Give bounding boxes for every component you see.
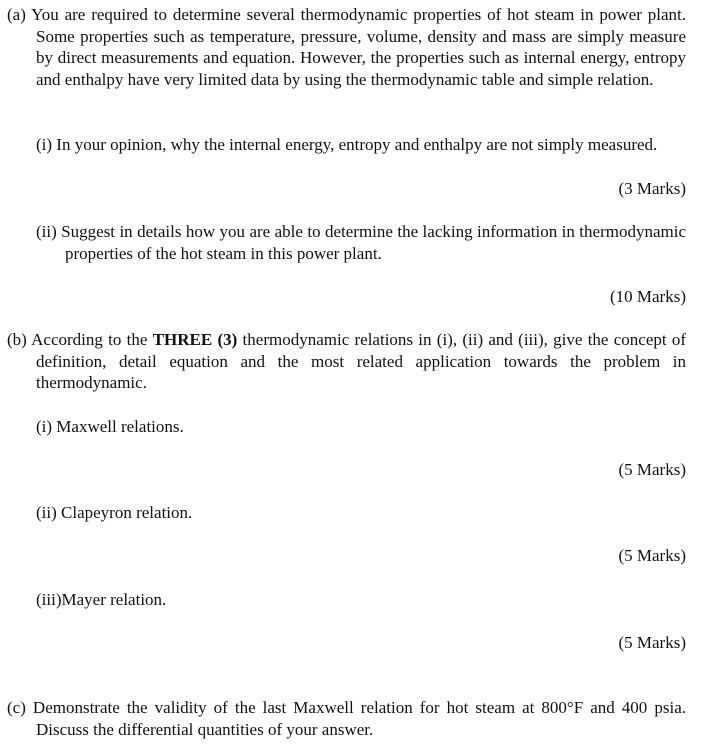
question-a-part-i-marks: (3 Marks) [618, 179, 686, 198]
question-b-part-iii [36, 589, 686, 611]
question-b-part-iii-marks: (5 Marks) [618, 633, 686, 652]
question-a-part-i-label: (i) [36, 135, 57, 154]
question-b-part-ii [36, 502, 686, 524]
question-b-part-ii-text: Clapeyron relation. [61, 503, 193, 522]
question-a-text: You are required to determine several thermodynamic properties of hot steam in power plant. Some properties such as temperature, pressure, volume, density and mass are simply measure by direct measurements and equation. However, the properties such as internal energy, entropy and enthalpy have very limited data by using the thermodynamic table and simple relation. [31, 5, 686, 89]
question-a-part-ii-label: (ii) [36, 222, 62, 241]
question-b-part-ii-label: (ii) [36, 503, 62, 522]
question-b-emphasis: THREE (3) [152, 330, 238, 349]
question-b-label: (b) [7, 330, 32, 349]
question-b [7, 329, 686, 394]
question-a-part-ii-marks: (10 Marks) [609, 287, 686, 306]
question-a-part-i-text: In your opinion, why the internal energy, entropy and enthalpy are not simply measured. [56, 135, 658, 154]
question-b-part-iii-text: Mayer relation. [61, 590, 167, 609]
question-b-part-ii-marks: (5 Marks) [618, 546, 686, 565]
question-a-part-i [36, 134, 686, 156]
question-c-label: (c) [7, 698, 33, 717]
question-a-part-ii [36, 221, 686, 264]
question-a-label: (a) [7, 5, 32, 24]
question-b-part-i-marks: (5 Marks) [618, 460, 686, 479]
question-b-part-iii-label: (iii) [36, 590, 62, 609]
question-b-text-before: According to the [31, 330, 153, 349]
question-c [7, 697, 686, 740]
question-a [7, 4, 686, 90]
question-b-text-after: thermodynamic relations in (i), (ii) and (iii), give the concept of definition, detail equation and the most related application towards the problem in thermodynamic. [36, 330, 687, 392]
question-c-text: Demonstrate the validity of the last Maxwell relation for hot steam at 800°F and 400 psia. Discuss the differential quantities of your answer. [32, 698, 686, 739]
question-b-part-i [36, 416, 686, 438]
question-b-part-i-text: Maxwell relations. [56, 417, 184, 436]
question-b-part-i-label: (i) [36, 417, 57, 436]
question-a-part-ii-text: Suggest in details how you are able to determine the lacking information in thermodynamic properties of the hot steam in this power plant. [61, 222, 686, 263]
